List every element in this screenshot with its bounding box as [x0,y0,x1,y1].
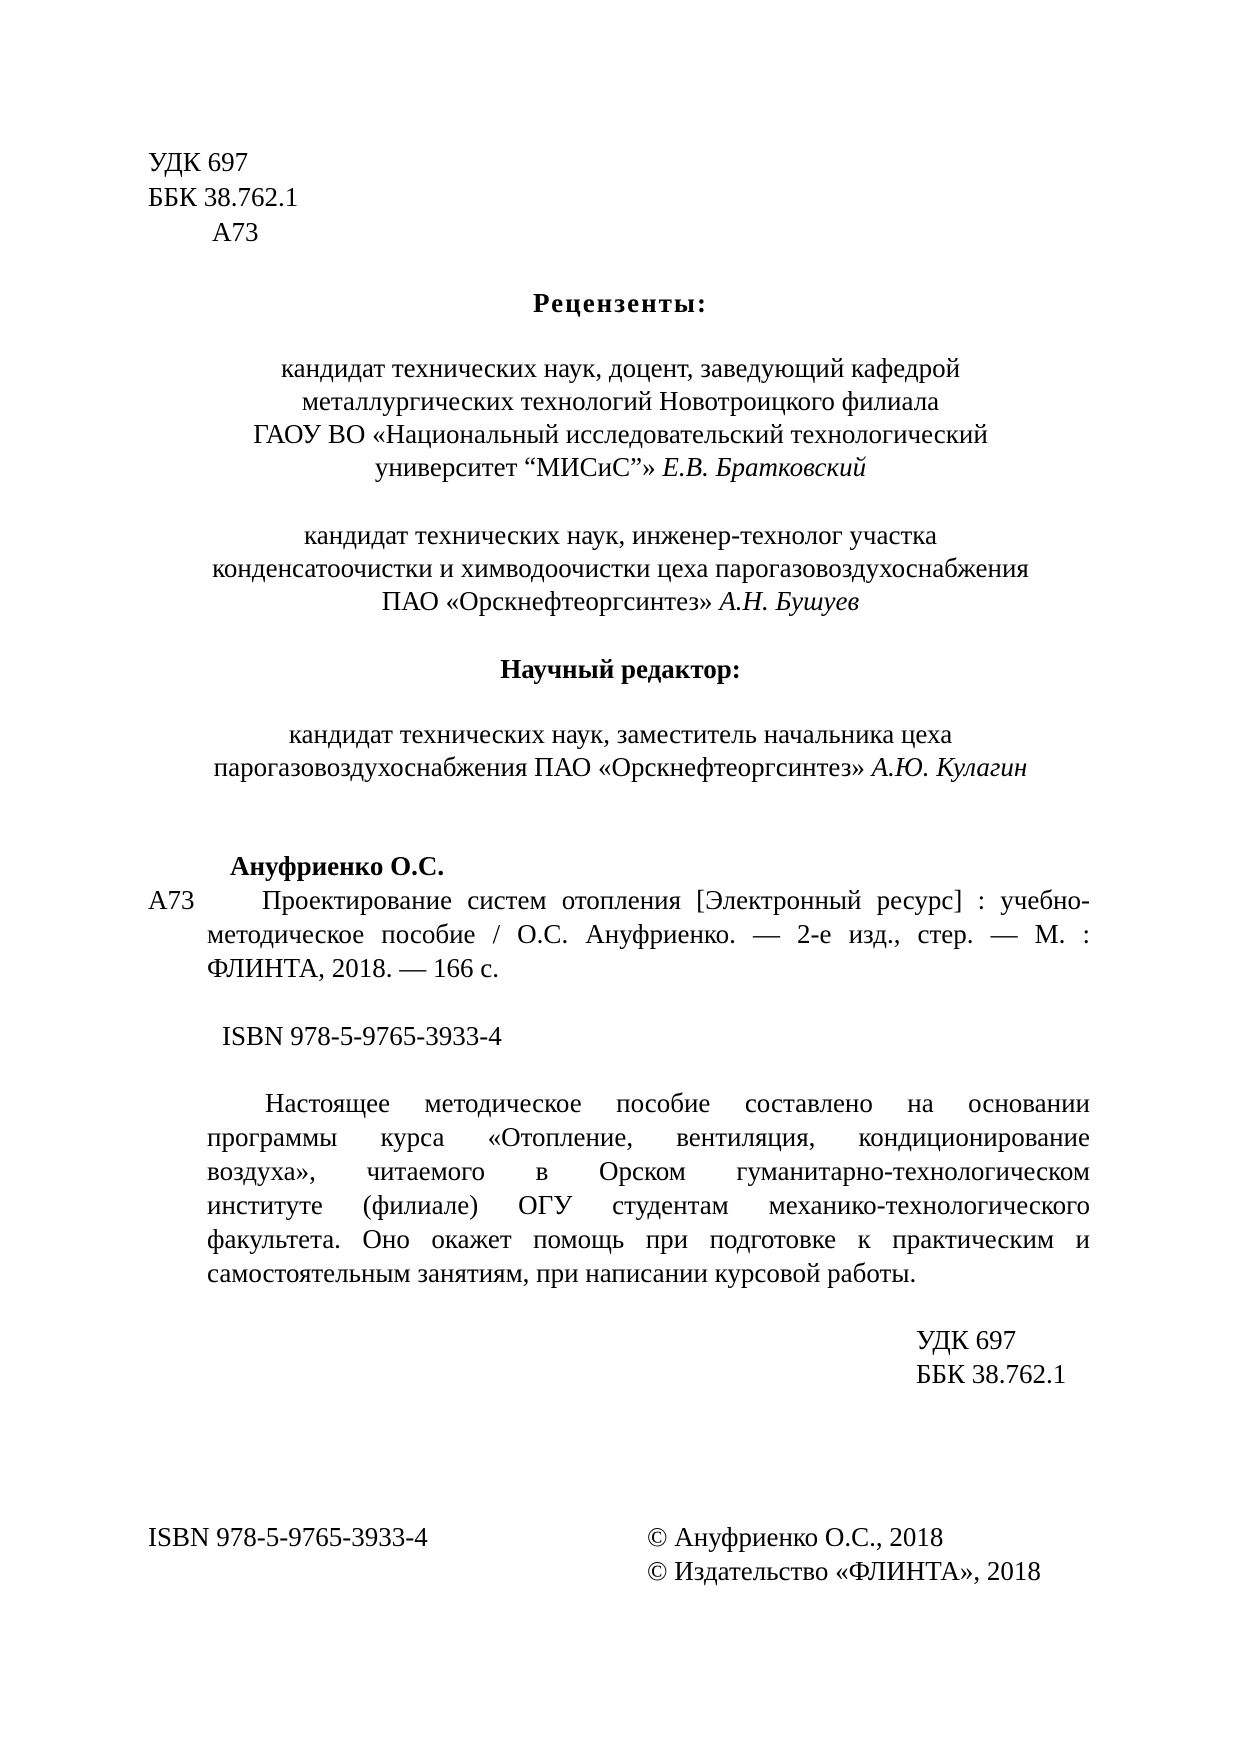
abstract-line: Настоящее методическое пособие составлено на основании [265,1088,1090,1118]
bottom-udk-code: УДК 697 [916,1325,1017,1355]
reviewer2-line: конденсатоочистки и химводоочистки цеха парогазовоздухоснабжения [212,553,1029,583]
editor-heading: Научный редактор: [500,654,741,684]
abstract-line: программы курса «Отопление, вентиляция, кондиционирование [207,1122,1090,1152]
abstract-line: воздуха», читаемого в Орском гуманитарно-технологическом [207,1156,1090,1186]
bib-title-line: Проектирование систем отопления [Электронный ресурс] : учебно- [262,885,1090,915]
copyright-publisher: © Издательство «ФЛИНТА», 2018 [647,1556,1041,1586]
reviewer1-last-line [0,451,1241,483]
abstract-last-line: самостоятельным занятиям, при написании курсовой работы. [207,1258,917,1288]
reviewer2-last-line [0,585,1241,617]
reviewer1-line: кандидат технических наук, доцент, заведующий кафедрой [280,353,961,383]
bib-title-line: ФЛИНТА, 2018. — 166 с. [207,953,499,983]
editor-affiliation: парогазовоздухоснабжения ПАО «Орскнефтеоргсинтез» [213,752,872,782]
reviewer2-affiliation: ПАО «Орскнефтеоргсинтез» [381,586,720,616]
bottom-bbk-code: ББК 38.762.1 [916,1359,1067,1389]
author-mark: А73 [212,217,259,247]
bib-mark: А73 [148,885,195,915]
udk-code: УДК 697 [148,147,249,177]
reviewer1-name: Е.В. Братковский [662,452,867,482]
reviewers-heading: Рецензенты: [533,288,708,318]
reviewer2-name: А.Н. Бушуев [719,586,860,616]
bib-title-line: методическое пособие / О.С. Ануфриенко. — 2-е изд., стер. — М. : [207,919,1090,949]
bib-isbn: ISBN 978-5-9765-3933-4 [222,1021,502,1051]
editor-name: А.Ю. Кулагин [871,752,1028,782]
abstract-line: институте (филиале) ОГУ студентам механико-технологического [207,1190,1090,1220]
reviewer1-affiliation: университет “МИСиС”» [374,452,663,482]
footer-isbn: ISBN 978-5-9765-3933-4 [148,1522,428,1552]
reviewer1-line: ГАОУ ВО «Национальный исследовательский технологический [253,419,988,449]
reviewer1-line: металлургических технологий Новотроицкого филиала [301,386,940,416]
copyright-author: © Ануфриенко О.С., 2018 [647,1522,944,1552]
bbk-code: ББК 38.762.1 [148,182,299,212]
editor-last-line [0,751,1241,783]
bib-author: Ануфриенко О.С. [230,851,445,881]
editor-line: кандидат технических наук, заместитель начальника цеха [288,719,953,749]
reviewer2-line: кандидат технических наук, инженер-технолог участка [304,520,937,550]
abstract-line: факультета. Оно окажет помощь при подготовке к практическим и [207,1224,1090,1254]
